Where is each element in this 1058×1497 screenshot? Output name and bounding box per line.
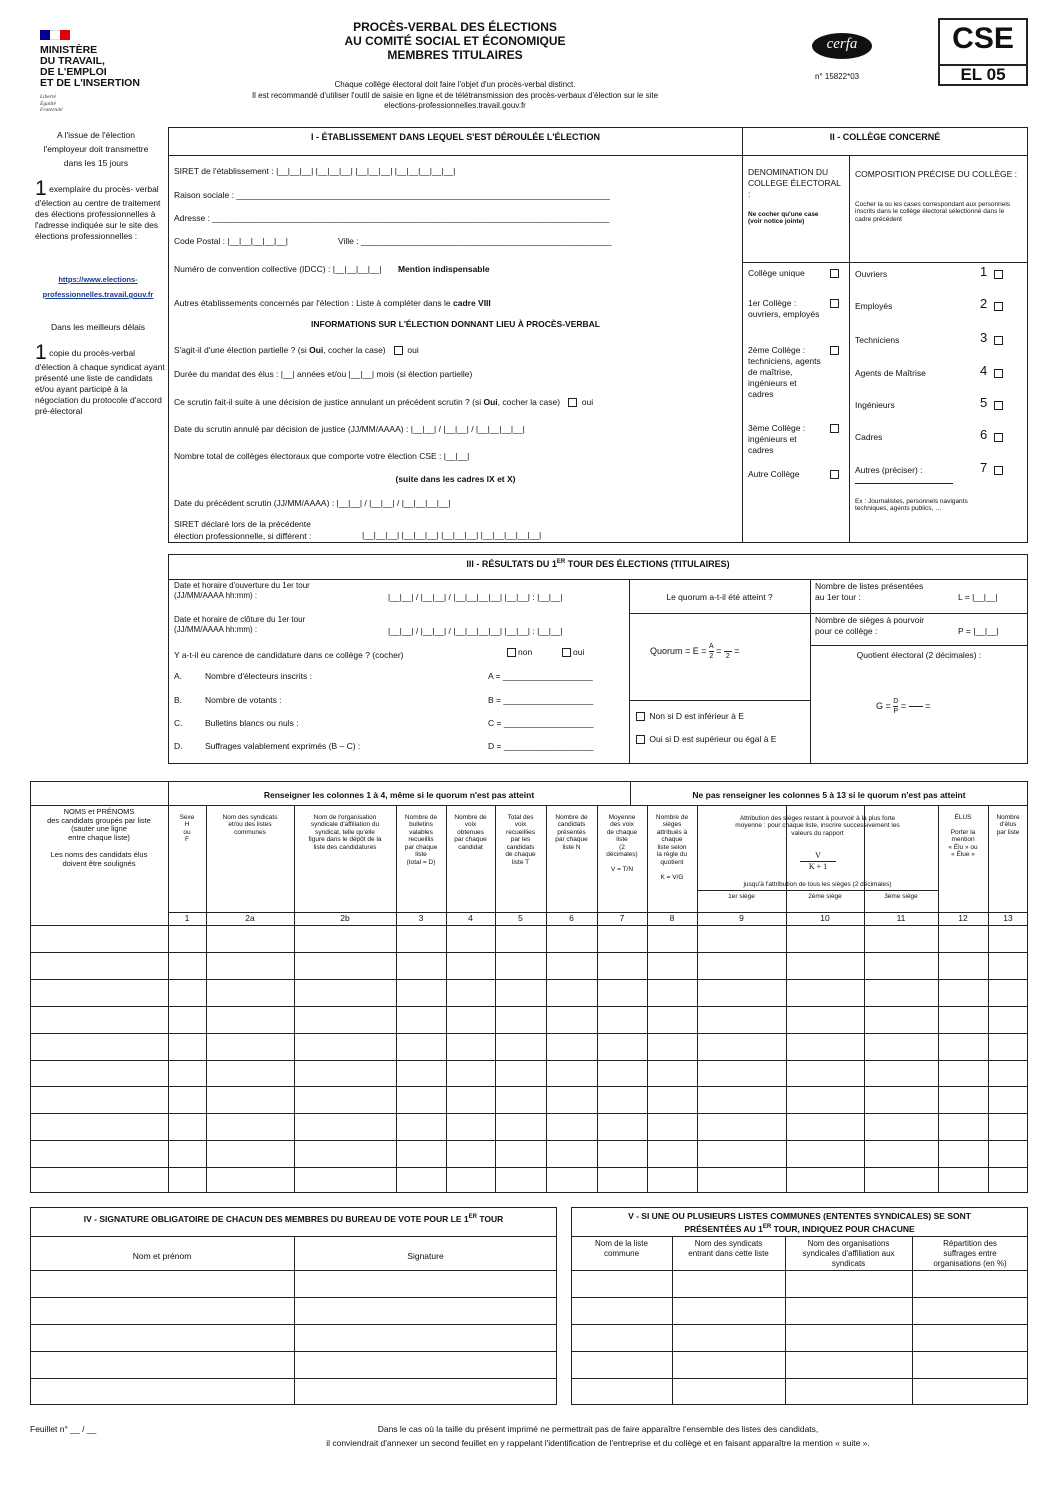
autres-label: Autres établissements concernés par l'élection : Liste à compléter dans le bbox=[174, 298, 451, 308]
justice-checkbox[interactable] bbox=[568, 398, 577, 407]
cerfa-label: cerfa bbox=[826, 36, 858, 52]
column-number: 13 bbox=[1003, 913, 1013, 923]
cloture-field[interactable]: |__|__| / |__|__| / |__|__|__|__| |__|__| : |__|__| bbox=[388, 626, 563, 636]
table-row[interactable] bbox=[30, 925, 1028, 952]
sidebar-delay: Dans les meilleurs délais bbox=[50, 322, 145, 332]
section-2-title: II - COLLÈGE CONCERNÉ bbox=[829, 132, 941, 142]
category-label: Techniciens bbox=[855, 335, 900, 345]
attribution-note: jusqu'à l'attribution de tous les sièges (2 décimales) bbox=[743, 881, 892, 888]
row-letter: D. bbox=[174, 741, 183, 751]
G-formula: G = D P = = bbox=[876, 698, 931, 715]
column-number: 11 bbox=[896, 913, 906, 923]
column-number: 8 bbox=[669, 913, 675, 923]
L-field[interactable]: L = |__|__| bbox=[958, 592, 998, 602]
college-label: 2ème Collège : techniciens, agents de maîtrise, ingénieurs et cadres bbox=[748, 345, 821, 399]
siege-header: 2ème siège bbox=[808, 893, 842, 900]
column-number: 9 bbox=[739, 913, 744, 923]
column-header: Sexe H ou F bbox=[179, 814, 195, 844]
ville-field[interactable]: Ville : _____________________________________________________ bbox=[338, 236, 612, 246]
form-note: Chaque collège électoral doit faire l'objet d'un procès-verbal distinct. Il est recommandé d'utiliser l'outil de saisie en ligne et de télétransmission des procès-verbaux d'élection sur le site elections-professionnelles.travail.gouv.fr bbox=[251, 80, 659, 110]
results-head-left: Renseigner les colonnes 1 à 4, même si le quorum n'est pas atteint bbox=[263, 790, 535, 800]
carence-non[interactable] bbox=[505, 647, 532, 657]
column-number: 10 bbox=[820, 913, 830, 923]
quorum-oui[interactable] bbox=[634, 734, 776, 744]
info-election-title: INFORMATIONS SUR L'ÉLECTION DONNANT LIEU À PROCÈS-VERBAL bbox=[311, 319, 600, 329]
siret-precedent-label: SIRET déclaré lors de la précédente élection professionnelle, si différent : bbox=[174, 519, 312, 541]
attribution-header: Attribution des sièges restant à pourvoir à la plus forte moyenne : pour chaque liste, inscrire successivement les valeurs du rapport bbox=[735, 815, 900, 837]
h-line bbox=[30, 805, 1028, 806]
common-list-row[interactable] bbox=[571, 1270, 1028, 1296]
category-checkbox[interactable] bbox=[994, 466, 1003, 475]
table-row[interactable] bbox=[30, 1140, 1028, 1167]
column-header: Moyenne des voix de chaque liste (2 décimales) V = T/N bbox=[606, 814, 638, 874]
cloture-label: Date et horaire de clôture du 1er tour (JJ/MM/AAAA hh:mm) : bbox=[174, 615, 306, 634]
feuillet-number[interactable]: Feuillet n° __ / __ bbox=[30, 1424, 97, 1434]
category-checkbox[interactable] bbox=[994, 336, 1003, 345]
row-label: Nombre de votants : bbox=[205, 695, 282, 705]
table-row[interactable] bbox=[30, 979, 1028, 1006]
category-label: Cadres bbox=[855, 432, 883, 442]
idcc-field[interactable] bbox=[174, 264, 490, 274]
section-3-title: III - RÉSULTATS DU 1ER TOUR DES ÉLECTIONS (TITULAIRES) bbox=[466, 559, 730, 569]
category-number: 7 bbox=[980, 460, 988, 475]
column-number: 7 bbox=[619, 913, 625, 923]
category-number: 2 bbox=[980, 296, 988, 311]
category-number: 6 bbox=[980, 427, 988, 442]
category-number: 3 bbox=[980, 330, 988, 345]
college-label: 3ème Collège : ingénieurs et cadres bbox=[748, 423, 806, 455]
column-header: Nombre d'élus par liste bbox=[996, 814, 1020, 836]
results-head-right: Ne pas renseigner les colonnes 5 à 13 si le quorum n'est pas atteint bbox=[692, 790, 966, 800]
signature-cell[interactable] bbox=[294, 1324, 557, 1351]
carence-non-checkbox[interactable] bbox=[507, 648, 516, 657]
common-list-header: Nom des syndicats entrant dans cette liste bbox=[688, 1239, 769, 1258]
row-label: Bulletins blancs ou nuls : bbox=[205, 718, 299, 728]
signature-cell[interactable] bbox=[294, 1378, 557, 1405]
category-checkbox[interactable] bbox=[994, 433, 1003, 442]
idcc-mention: Mention indispensable bbox=[397, 264, 490, 274]
autres-exemple: Ex : Journalistes, personnels navigants techniques, agents publics, … bbox=[855, 498, 968, 513]
sidebar-num-2: 1 bbox=[35, 341, 47, 364]
category-checkbox[interactable] bbox=[994, 270, 1003, 279]
row-label: Nombre d'électeurs inscrits : bbox=[205, 671, 312, 681]
common-list-row[interactable] bbox=[571, 1378, 1028, 1404]
college-label: Collège unique bbox=[748, 268, 805, 278]
partielle-label-end: , cocher la case) bbox=[323, 345, 386, 355]
composition-label: COMPOSITION PRÉCISE DU COLLÈGE : bbox=[855, 169, 1018, 179]
column-header: ÉLUS Porter la mention « Élu » ou « Élue » bbox=[948, 814, 978, 859]
ouverture-field[interactable]: |__|__| / |__|__| / |__|__|__|__| |__|__| : |__|__| bbox=[388, 592, 563, 602]
carence-oui-checkbox[interactable] bbox=[562, 648, 571, 657]
college-checkbox[interactable] bbox=[830, 470, 839, 479]
code-postal-field[interactable]: Code Postal : |__|__|__|__|__| bbox=[174, 236, 288, 246]
college-checkbox[interactable] bbox=[830, 424, 839, 433]
column-header: Nombre de sièges attribués à chaque liste selon la règle du quotient K = V/G bbox=[655, 814, 689, 881]
college-label: 1er Collège : ouvriers, employés bbox=[748, 298, 820, 319]
attribution-fraction: V K + 1 bbox=[800, 851, 836, 872]
carence-label: Y a-t-il eu carence de candidature dans ce collège ? (cocher) bbox=[174, 650, 404, 660]
partielle-checkbox[interactable] bbox=[394, 346, 403, 355]
table-row[interactable] bbox=[30, 1113, 1028, 1140]
sidebar-text-2a: copie du procès-verbal bbox=[49, 348, 136, 358]
section-5-title: V - SI UNE OU PLUSIEURS LISTES COMMUNES (ENTENTES SYNDICALES) SE SONT PRÉSENTÉES AU 1ER TOUR, INDIQUEZ POUR CHACUNE bbox=[628, 1211, 971, 1234]
sidebar-text-1b: verbal d'élection au centre de traitement des élections professionnelles à l'adresse indiquée sur le site des élections professionnelles : bbox=[35, 184, 161, 241]
signature-name-cell[interactable] bbox=[30, 1351, 294, 1378]
table-row[interactable] bbox=[30, 1006, 1028, 1033]
row-label: Suffrages valablement exprimés (B – C) : bbox=[205, 741, 361, 751]
column-number: 2b bbox=[340, 913, 350, 923]
category-label: Employés bbox=[855, 301, 893, 311]
idcc-label: Numéro de convention collective (IDCC) : |__|__|__|__| bbox=[174, 264, 382, 274]
sig-col-name: Nom et prénom bbox=[132, 1251, 192, 1261]
section-4-title: IV - SIGNATURE OBLIGATOIRE DE CHACUN DES MEMBRES DU BUREAU DE VOTE POUR LE 1ER TOUR bbox=[83, 1214, 504, 1224]
nb-listes-label: Nombre de listes présentées au 1er tour : bbox=[815, 581, 924, 602]
composition-note: Cocher la ou les cases correspondant aux personnels inscrits dans le collège électoral sélectionné dans le cadre précédent bbox=[855, 201, 1011, 223]
form-code-box bbox=[938, 18, 1028, 86]
column-number: 12 bbox=[958, 913, 968, 923]
form-title: PROCÈS-VERBAL DES ÉLECTIONS AU COMITÉ SOCIAL ET ÉCONOMIQUE MEMBRES TITULAIRES bbox=[344, 20, 566, 62]
nb-colleges-field[interactable]: Nombre total de collèges électoraux que comporte votre élection CSE : |__|__| bbox=[174, 451, 470, 461]
category-label: Agents de Maîtrise bbox=[855, 368, 926, 378]
justice-question bbox=[174, 397, 593, 407]
justice-oui-bold: Oui bbox=[483, 397, 498, 407]
sidebar-text-1a: exemplaire du procès- bbox=[49, 184, 134, 194]
column-header: Nombre de bulletins valables recueillis par chaque liste (total = D) bbox=[404, 814, 438, 866]
category-label: Ouvriers bbox=[855, 269, 888, 279]
autres-cadre: cadre VIII bbox=[452, 298, 491, 308]
table-row[interactable] bbox=[30, 1086, 1028, 1113]
h-line bbox=[697, 890, 938, 891]
quorum-oui-checkbox[interactable] bbox=[636, 735, 645, 744]
denomination-label: DENOMINATION DU COLLEGE ÉLECTORAL : bbox=[748, 167, 841, 199]
signature-cell[interactable] bbox=[294, 1270, 557, 1297]
column-header: Nom des syndicats et/ou des listes communes bbox=[222, 814, 278, 836]
common-list-header: Nom de la liste commune bbox=[595, 1239, 648, 1258]
quorum-formula: Quorum = E = A 2 = 2 = bbox=[650, 643, 740, 660]
carence-oui[interactable] bbox=[560, 647, 584, 657]
row-value-field[interactable]: C = ___________________ bbox=[488, 718, 594, 728]
carence-non-label: non bbox=[518, 647, 533, 657]
quotient-label: Quotient électoral (2 décimales) : bbox=[856, 650, 982, 660]
ministry-name: MINISTÈRE DU TRAVAIL, DE L'EMPLOI ET DE L'INSERTION bbox=[40, 44, 140, 89]
column-header: Nombre de voix obtenues par chaque candidat bbox=[454, 814, 487, 851]
duree-mandat-field[interactable]: Durée du mandat des élus : |__| années et/ou |__|__| mois (si élection partielle) bbox=[174, 369, 473, 379]
college-checkbox[interactable] bbox=[830, 269, 839, 278]
row-value-field[interactable]: D = ___________________ bbox=[488, 741, 594, 751]
signature-name-cell[interactable] bbox=[30, 1378, 294, 1405]
justice-oui: oui bbox=[581, 397, 594, 407]
row-value-field[interactable]: B = ___________________ bbox=[488, 695, 594, 705]
sidebar-text-2b: d'élection à chaque syndicat ayant présenté une liste de candidats et/ou ayant participé à la négociation du protocole d'accord pré-électoral bbox=[35, 362, 165, 416]
signature-cell[interactable] bbox=[294, 1297, 557, 1324]
cerfa-logo bbox=[812, 33, 872, 59]
column-number: 6 bbox=[569, 913, 574, 923]
form-code-el: EL 05 bbox=[960, 65, 1006, 84]
partielle-oui-bold: Oui bbox=[309, 345, 324, 355]
ministry-motto: Liberté Égalité Fraternité bbox=[40, 94, 63, 113]
college-checkbox[interactable] bbox=[830, 346, 839, 355]
sidebar-link[interactable]: https://www.elections- professionnelles.travail.gouv.fr bbox=[42, 275, 154, 299]
category-checkbox[interactable] bbox=[994, 302, 1003, 311]
cerfa-number: n° 15822*03 bbox=[815, 72, 860, 81]
row-letter: C. bbox=[174, 718, 183, 728]
quorum-non-checkbox[interactable] bbox=[636, 712, 645, 721]
v-line bbox=[630, 781, 631, 805]
suite-note: (suite dans les cadres IX et X) bbox=[395, 474, 516, 484]
column-header: Nom de l'organisation syndicale d'affiliation du syndicat, telle qu'elle figure dans le dépôt de la liste des candidatures bbox=[308, 814, 382, 851]
table-row[interactable] bbox=[30, 1167, 1028, 1194]
column-number: 1 bbox=[184, 913, 190, 923]
row-value-field[interactable]: A = ___________________ bbox=[488, 671, 593, 681]
common-list-row[interactable] bbox=[571, 1297, 1028, 1323]
siege-header: 3ème siège bbox=[884, 893, 918, 900]
justice-label-end: , cocher la case) bbox=[497, 397, 561, 407]
signature-name-cell[interactable] bbox=[30, 1297, 294, 1324]
column-number: 2a bbox=[245, 913, 255, 923]
partielle-label: S'agit-il d'une élection partielle ? (si bbox=[174, 345, 307, 355]
college-label: Autre Collège bbox=[748, 469, 800, 479]
siret-precedent-field[interactable]: |__|__|__| |__|__|__| |__|__|__| |__|__|__|__|__| bbox=[362, 530, 542, 540]
category-checkbox[interactable] bbox=[994, 401, 1003, 410]
siege-header: 1er siège bbox=[728, 893, 755, 900]
column-number: 3 bbox=[418, 913, 424, 923]
footer-note: Dans le cas où la taille du présent imprimé ne permettrait pas de faire apparaître l'ensemble des listes des candidats, il conviendrait d'annexer un second feuillet en y rappelant l'identification de l'entreprise et du collège et en faisant apparaître la mention « suite ». bbox=[326, 1424, 870, 1448]
section-1-title: I - ÉTABLISSEMENT DANS LEQUEL S'EST DÉROULÉE L'ÉLECTION bbox=[311, 132, 600, 142]
form-code-cse: CSE bbox=[952, 22, 1014, 55]
table-row[interactable] bbox=[30, 952, 1028, 979]
column-header: Total des voix recueillies par les candidats de chaque liste T bbox=[505, 814, 536, 866]
common-list-row[interactable] bbox=[571, 1324, 1028, 1350]
category-checkbox[interactable] bbox=[994, 369, 1003, 378]
sidebar-intro: A l'issue de l'élection l'employeur doit transmettre dans les 15 jours bbox=[43, 130, 149, 168]
carence-oui-label: oui bbox=[573, 647, 585, 657]
college-checkbox[interactable] bbox=[830, 299, 839, 308]
quorum-non[interactable] bbox=[634, 711, 744, 721]
noms-header: NOMS et PRÉNOMS des candidats groupés par liste (sauter une ligne entre chaque liste) Les noms des candidats élus doivent être soulignés bbox=[47, 807, 151, 868]
quorum-question: Le quorum a-t-il été atteint ? bbox=[666, 592, 773, 602]
date-annule-field[interactable]: Date du scrutin annulé par décision de justice (JJ/MM/AAAA) : |__|__| / |__|__| / |__|__|__|__| bbox=[174, 424, 525, 434]
sidebar-block-1 bbox=[35, 177, 165, 242]
quorum-oui-label: Oui si D est supérieur ou égal à E bbox=[649, 734, 777, 744]
row-letter: A. bbox=[174, 671, 183, 681]
sidebar-num-1: 1 bbox=[35, 177, 47, 200]
raison-sociale-field[interactable]: Raison sociale : _______________________________________________________________________________ bbox=[174, 190, 610, 200]
category-number: 4 bbox=[980, 363, 988, 378]
category-label: Ingénieurs bbox=[855, 400, 895, 410]
sig-col-signature: Signature bbox=[407, 1251, 444, 1261]
ouverture-label: Date et horaire d'ouverture du 1er tour (JJ/MM/AAAA hh:mm) : bbox=[174, 581, 310, 600]
row-letter: B. bbox=[174, 695, 183, 705]
column-number: 5 bbox=[518, 913, 523, 923]
table-row[interactable] bbox=[30, 1060, 1028, 1087]
P-field[interactable]: P = |__|__| bbox=[958, 626, 999, 636]
date-precedent-field[interactable]: Date du précédent scrutin (JJ/MM/AAAA) : |__|__| / |__|__| / |__|__|__|__| bbox=[174, 498, 451, 508]
signature-name-cell[interactable] bbox=[30, 1270, 294, 1297]
nb-sieges-label: Nombre de sièges à pourvoir pour ce collège : bbox=[815, 615, 925, 636]
signature-cell[interactable] bbox=[294, 1351, 557, 1378]
french-flag-icon bbox=[40, 30, 70, 40]
table-row[interactable] bbox=[30, 1033, 1028, 1060]
justice-label: Ce scrutin fait-il suite à une décision de justice annulant un précédent scrutin ? (si bbox=[174, 397, 482, 407]
signature-name-cell[interactable] bbox=[30, 1324, 294, 1351]
column-number: 4 bbox=[468, 913, 473, 923]
sidebar-block-2 bbox=[35, 341, 165, 417]
common-list-header: Répartition des suffrages entre organisations (en %) bbox=[933, 1239, 1007, 1268]
partielle-question bbox=[174, 345, 419, 355]
partielle-oui: oui bbox=[407, 345, 419, 355]
common-list-header: Nom des organisations syndicales d'affiliation aux syndicats bbox=[802, 1239, 895, 1268]
category-number: 1 bbox=[980, 264, 988, 279]
denomination-note: Ne cocher qu'une case (voir notice jointe) bbox=[748, 211, 819, 226]
column-header: Nombre de candidats présentés par chaque liste N bbox=[555, 814, 588, 851]
adresse-field[interactable]: Adresse : ____________________________________________________________________________________ bbox=[174, 213, 610, 223]
common-list-row[interactable] bbox=[571, 1351, 1028, 1377]
category-number: 5 bbox=[980, 395, 988, 410]
siret-field[interactable]: SIRET de l'établissement : |__|__|__| |__|__|__| |__|__|__| |__|__|__|__|__| bbox=[174, 166, 456, 176]
autres-etablissements bbox=[174, 298, 491, 308]
category-label: Autres (préciser) : bbox=[855, 465, 923, 475]
quorum-non-label: Non si D est inférieur à E bbox=[649, 711, 744, 721]
